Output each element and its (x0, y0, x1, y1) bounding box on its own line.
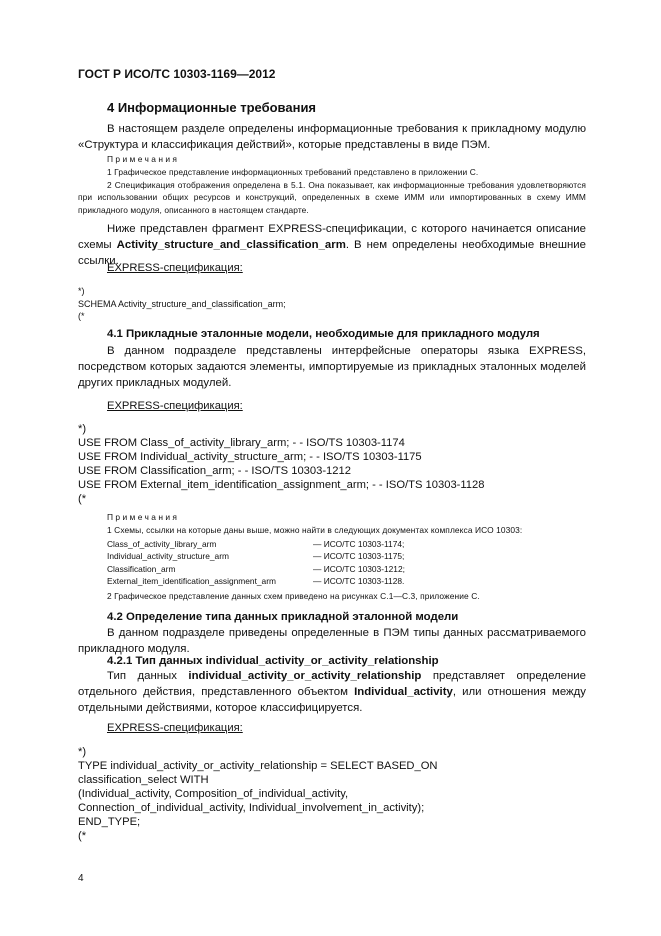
code-line: USE FROM External_item_identification_assignment_arm; - - ISO/TS 10303-1128 (78, 479, 485, 491)
table-row: External_item_identification_assignment_arm — ИСО/ТС 10303-1128. (107, 575, 405, 586)
code-line: USE FROM Individual_activity_structure_arm; - - ISO/TS 10303-1175 (78, 451, 422, 463)
reference-table (107, 538, 405, 587)
notes-title: Примечания (107, 154, 180, 164)
code-line: (Individual_activity, Composition_of_individual_activity, (78, 788, 349, 800)
express-spec-label: EXPRESS-спецификация: (107, 262, 243, 274)
section-4-2-1-title: 4.2.1 Тип данных individual_activity_or_activity_relationship (107, 655, 439, 667)
note-1: 1 Графическое представление информационных требований представлено в приложении С. (107, 167, 479, 177)
table-row: Classification_arm — ИСО/ТС 10303-1212; (107, 563, 405, 574)
code-line: (* (78, 830, 87, 842)
code-line: Connection_of_individual_activity, Individual_involvement_in_activity); (78, 802, 425, 814)
code-line: TYPE individual_activity_or_activity_relationship = SELECT BASED_ON (78, 760, 438, 772)
section-4-1-title: 4.1 Прикладные эталонные модели, необходимые для прикладного модуля (107, 328, 540, 340)
section-4-2-1-text: Тип данных individual_activity_or_activity_relationship представляет определение отдельного действия, представленного объектом Individual_activity, или отношения между отдельными действиями, которое классифицируется. (78, 670, 586, 714)
code-line: SCHEMA Activity_structure_and_classification_arm; (78, 299, 286, 309)
note-2: 2 Графическое представление данных схем приведено на рисунках С.1—С.3, приложение С. (107, 591, 480, 601)
code-line: (* (78, 311, 85, 321)
code-line: classification_select WITH (78, 774, 209, 786)
code-line: USE FROM Class_of_activity_library_arm; - - ISO/TS 10303-1174 (78, 437, 405, 449)
section-4-title: 4 Информационные требования (107, 100, 317, 115)
section-4-intro: В настоящем разделе определены информационные требования к прикладному модулю «Структура и классификация действий», которые представлены в виде ПЭМ. (78, 123, 586, 151)
section-4-2-title: 4.2 Определение типа данных прикладной эталонной модели (107, 611, 459, 623)
section-4-1-text: В данном подразделе представлены интерфейсные операторы языка EXPRESS, посредством которых задаются элементы, импортируемые из прикладных эталонных моделей других прикладных модулей. (78, 345, 586, 389)
table-row: Individual_activity_structure_arm — ИСО/ТС 10303-1175; (107, 551, 405, 562)
fragment-text: Ниже представлен фрагмент EXPRESS-спецификации, с которого начинается описание схемы (78, 223, 586, 251)
fragment-text-end: . В нем определены необходимые внешние ссылки. (78, 238, 587, 267)
express-spec-label: EXPRESS-спецификация: (107, 400, 243, 412)
code-line: *) (78, 423, 87, 435)
page-number: 4 (78, 873, 84, 884)
section-4-2-text: В данном подразделе приведены определенные в ПЭМ типы данных рассматриваемого прикладного модуля. (78, 627, 586, 655)
code-line: USE FROM Classification_arm; - - ISO/TS 10303-1212 (78, 465, 351, 477)
code-line: (* (78, 493, 87, 505)
note-1: 1 Схемы, ссылки на которые даны выше, можно найти в следующих документах комплекса ИСО 10303: (107, 525, 523, 535)
notes-title: Примечания (107, 512, 180, 522)
code-line: END_TYPE; (78, 816, 141, 828)
code-line: *) (78, 746, 87, 758)
code-line: *) (78, 286, 85, 296)
express-spec-label: EXPRESS-спецификация: (107, 722, 243, 734)
table-row: Class_of_activity_library_arm — ИСО/ТС 10303-1174; (107, 539, 405, 549)
schema-name: Activity_structure_and_classification_arm (116, 238, 346, 251)
note-2: 2 Спецификация отображения определена в 5.1. Она показывает, как информационные требования удовлетворяются при использовании общих ресурсов и конструкций, определенных в схеме ИММ или импортированных в схему ИММ прикладного модуля, описанного в настоящем стандарте. (78, 180, 586, 215)
document-header: ГОСТ Р ИСО/ТС 10303-1169—2012 (78, 67, 276, 81)
